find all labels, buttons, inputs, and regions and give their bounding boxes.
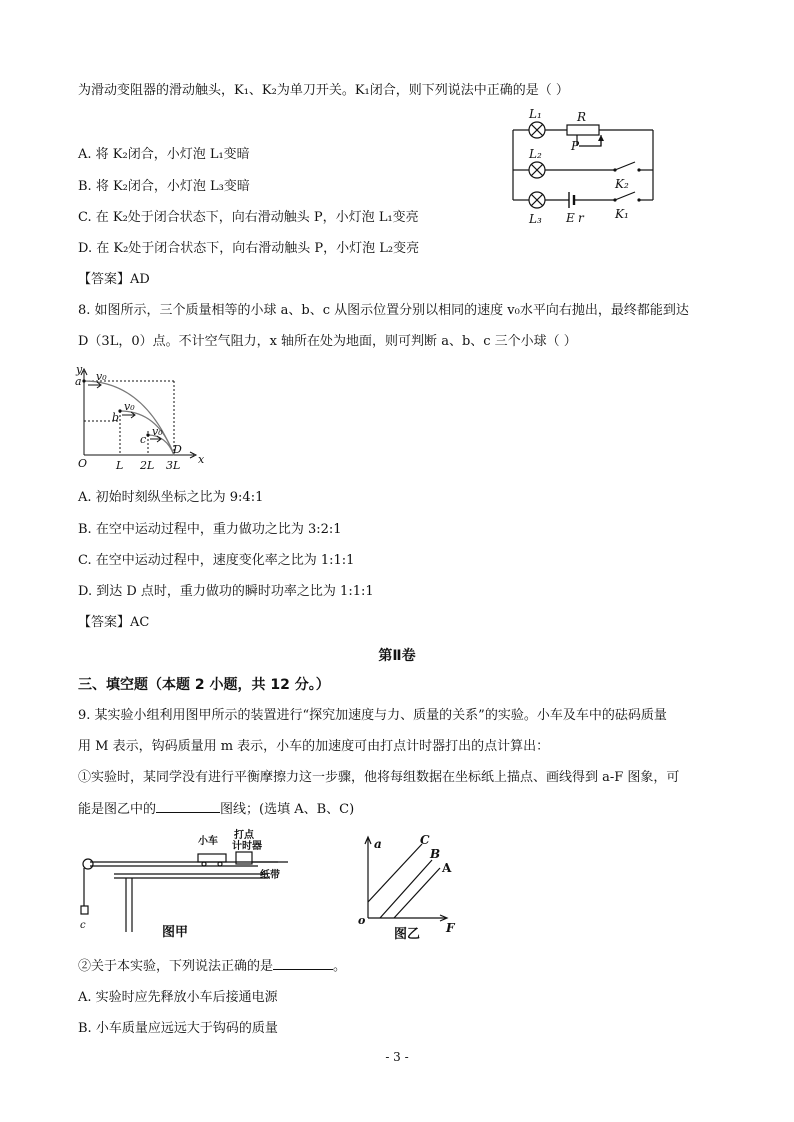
q8-stem-line1: 8. 如图所示，三个质量相等的小球 a、b、c 从图示位置分别以相同的速度 v₀水平向右抛出，最终都能到达	[78, 303, 689, 318]
axis-f-label: F	[446, 921, 455, 935]
q9-sub2-text-before: ②关于本实验，下列说法正确的是	[78, 959, 274, 974]
label-timer-1: 打点	[234, 830, 254, 841]
v0-label-b: v₀	[124, 400, 135, 413]
apparatus-figure	[78, 832, 318, 942]
caption-jia: 图甲	[162, 925, 189, 940]
q9-stem-line2: 用 M 表示，钩码质量用 m 表示，小车的加速度可由打点计时器打出的点计算出：	[78, 739, 550, 754]
origin-label: O	[78, 457, 88, 470]
q9-option-a: A. 实验时应先释放小车后接通电源	[78, 990, 278, 1005]
line-a-label: A	[442, 861, 452, 875]
page-number: - 3 -	[385, 1050, 409, 1064]
q9-sub1-text-after: 图线；(选填 A、B、C)	[220, 802, 355, 817]
v0-label-a: v₀	[96, 370, 107, 383]
ball-a-label: a	[75, 375, 82, 388]
q7-option-b: B. 将 K₂闭合，小灯泡 L₃变暗	[78, 179, 250, 194]
label-r: R	[577, 110, 587, 124]
q8-option-c: C. 在空中运动过程中，速度变化率之比为 1:1:1	[78, 553, 355, 568]
label-r-internal: r	[578, 211, 584, 225]
axis-y-label: y	[76, 363, 83, 376]
answer-blank-2[interactable]	[273, 957, 333, 970]
tick-2l: 2L	[140, 459, 155, 472]
q7-option-c: C. 在 K₂处于闭合状态下，向右滑动触头 P，小灯泡 L₁变亮	[78, 210, 419, 225]
q9-sub2-text-after: 。	[333, 959, 347, 974]
q9-sub1-line2	[78, 800, 354, 819]
q7-stem: 为滑动变阻器的滑动触头，K₁、K₂为单刀开关。K₁闭合，则下列说法中正确的是（ ）	[78, 83, 569, 98]
label-k2: K₂	[615, 177, 629, 191]
label-timer-2: 计时器	[232, 841, 262, 852]
ball-b-label: b	[112, 411, 120, 424]
af-graph	[350, 832, 470, 944]
origin-o-label: o	[358, 914, 366, 927]
part2-title: 第Ⅱ卷	[378, 648, 416, 664]
q7-answer: 【答案】AD	[78, 272, 150, 287]
label-l1: L₁	[529, 107, 542, 121]
label-l2: L₂	[529, 147, 542, 161]
line-c-label: C	[420, 833, 430, 847]
label-k1: K₁	[615, 207, 629, 221]
answer-blank-1[interactable]	[156, 800, 220, 813]
q8-option-a: A. 初始时刻纵坐标之比为 9:4:1	[78, 490, 264, 505]
q8-answer: 【答案】AC	[78, 615, 150, 630]
label-l3: L₃	[529, 212, 542, 226]
q9-sub1-text-before: 能是图乙中的	[78, 802, 157, 817]
section3-title: 三、填空题（本题 2 小题，共 12 分。）	[78, 677, 330, 693]
q9-sub1-line1: ①实验时，某同学没有进行平衡摩擦力这一步骤，他将每组数据在坐标纸上描点、画线得到 a-F 图象，可	[78, 770, 680, 785]
q8-stem-line2: D（3L，0）点。不计空气阻力，x 轴所在处为地面，则可判断 a、b、c 三个小球（ ）	[78, 334, 577, 349]
label-p: P	[571, 139, 580, 153]
projectile-graph	[74, 363, 204, 473]
q9-stem-line1: 9. 某实验小组利用图甲所示的装置进行“探究加速度与力、质量的关系”的实验。小车及车中的砝码质量	[78, 708, 667, 723]
label-hook: c	[80, 920, 86, 931]
tick-l: L	[116, 459, 124, 472]
q9-sub2	[78, 957, 346, 976]
q9-option-b: B. 小车质量应远远大于钩码的质量	[78, 1021, 278, 1036]
label-e: E	[566, 211, 575, 225]
point-d-label: D	[173, 443, 182, 456]
q8-option-b: B. 在空中运动过程中，重力做功之比为 3:2:1	[78, 522, 342, 537]
tick-3l: 3L	[166, 459, 181, 472]
q7-option-d: D. 在 K₂处于闭合状态下，向右滑动触头 P，小灯泡 L₂变亮	[78, 241, 420, 256]
label-tape: 纸带	[260, 870, 280, 881]
line-b-label: B	[430, 847, 441, 861]
axis-x-label: x	[198, 453, 205, 466]
axis-a-label: a	[374, 837, 382, 851]
circuit-diagram	[505, 106, 665, 226]
q7-option-a: A. 将 K₂闭合，小灯泡 L₁变暗	[78, 147, 250, 162]
v0-label-c: v₀	[152, 425, 163, 438]
q8-option-d: D. 到达 D 点时，重力做功的瞬时功率之比为 1:1:1	[78, 584, 374, 599]
ball-c-label: c	[140, 433, 147, 446]
caption-yi: 图乙	[394, 927, 421, 942]
label-car: 小车	[198, 836, 218, 847]
